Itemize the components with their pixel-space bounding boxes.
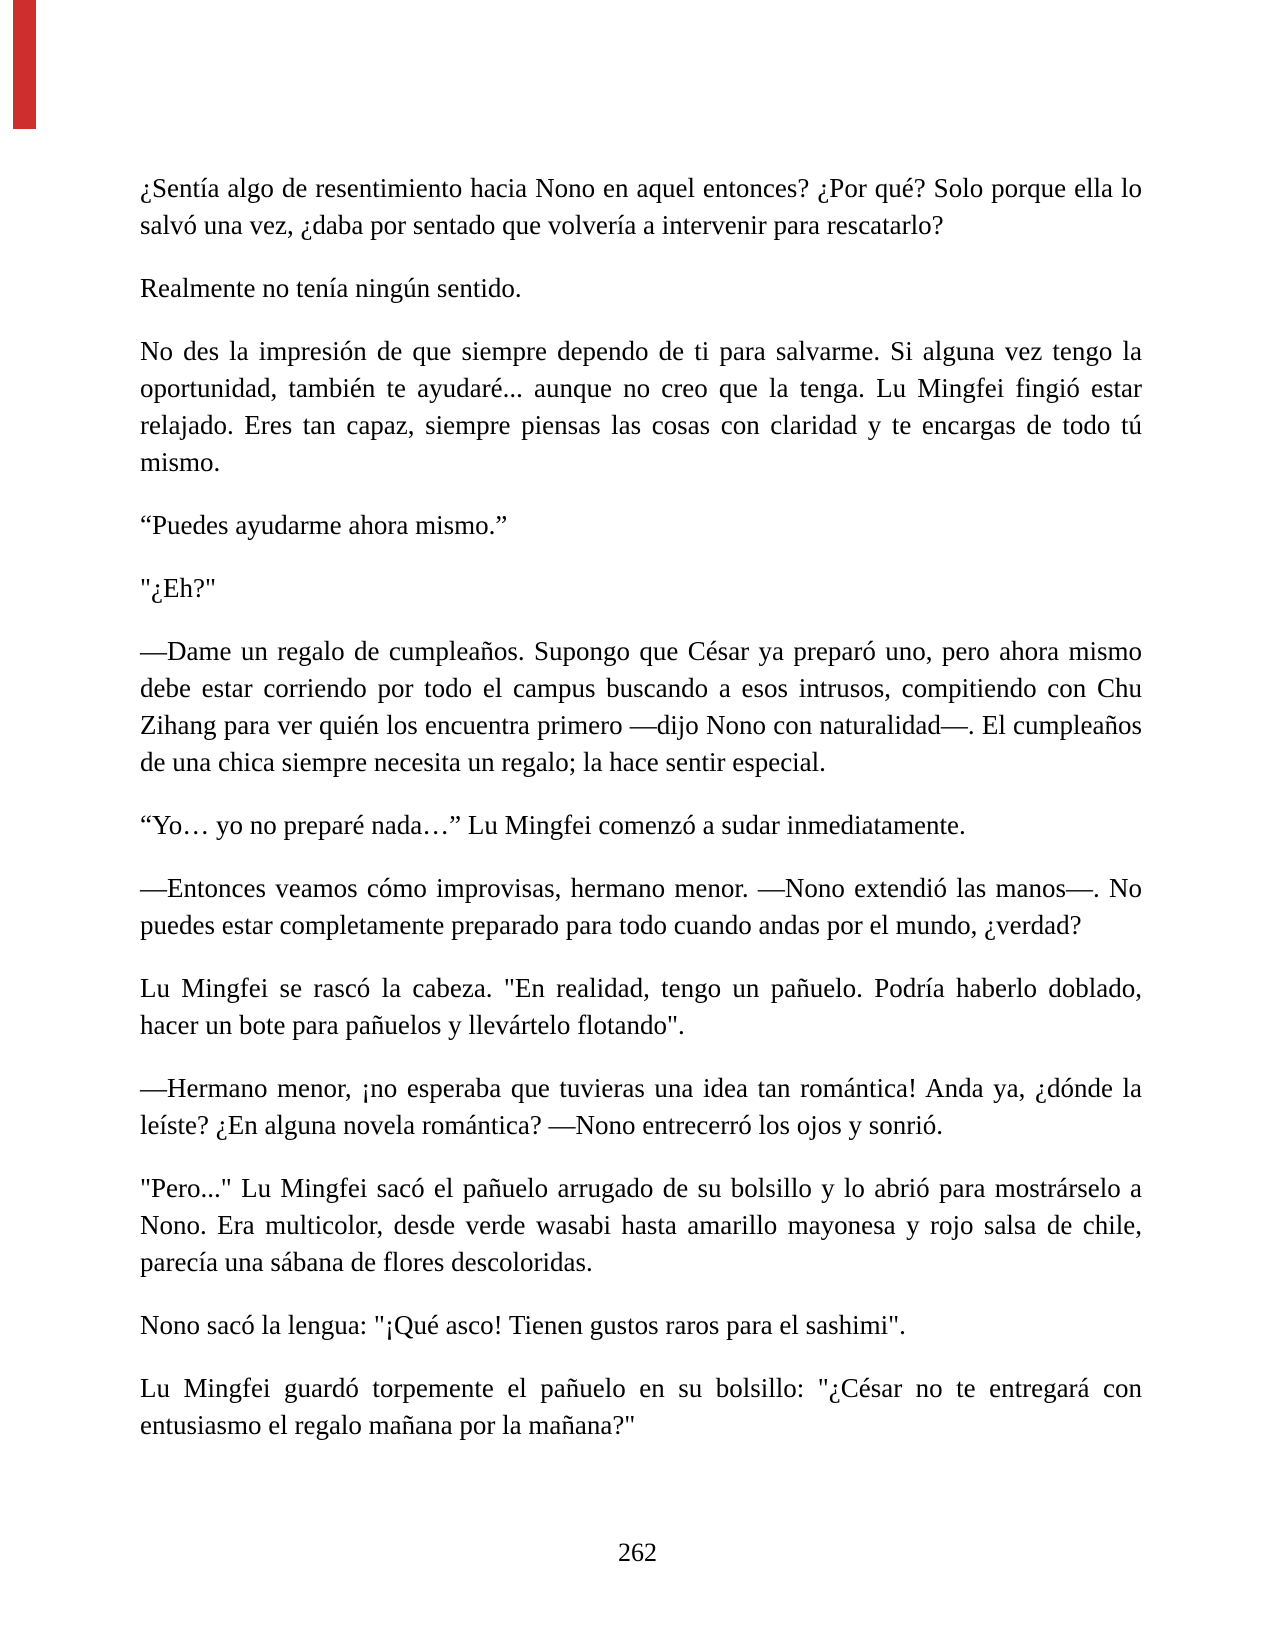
- paragraph: —Hermano menor, ¡no esperaba que tuvieras una idea tan romántica! Anda ya, ¿dónde la leíste? ¿En alguna novela romántica? —Nono entrecerró los ojos y sonrió.: [140, 1073, 1142, 1140]
- page-text-block: [140, 170, 1142, 1470]
- paragraph: —Dame un regalo de cumpleaños. Supongo que César ya preparó uno, pero ahora mismo debe estar corriendo por todo el campus buscando a esos intrusos, compitiendo con Chu Zihang para ver quién los encuentra primero —dijo Nono con naturalidad—. El cumpleaños de una chica siempre necesita un regalo; la hace sentir especial.: [140, 636, 1142, 777]
- bookmark-ribbon-icon: [13, 0, 36, 129]
- paragraph: ¿Sentía algo de resentimiento hacia Nono en aquel entonces? ¿Por qué? Solo porque ella lo salvó una vez, ¿daba por sentado que volvería a intervenir para rescatarlo?: [140, 173, 1142, 240]
- paragraph: "Pero..." Lu Mingfei sacó el pañuelo arrugado de su bolsillo y lo abrió para mostrárselo a Nono. Era multicolor, desde verde wasabi hasta amarillo mayonesa y rojo salsa de chile, parecía una sábana de flores descoloridas.: [140, 1173, 1142, 1277]
- paragraph: —Entonces veamos cómo improvisas, hermano menor. —Nono extendió las manos—. No puedes estar completamente preparado para todo cuando andas por el mundo, ¿verdad?: [140, 873, 1142, 940]
- paragraph: “Yo… yo no preparé nada…” Lu Mingfei comenzó a sudar inmediatamente.: [140, 810, 966, 840]
- page-number: 262: [618, 1538, 657, 1567]
- paragraph: "¿Eh?": [140, 573, 217, 603]
- paragraph: No des la impresión de que siempre dependo de ti para salvarme. Si alguna vez tengo la oportunidad, también te ayudaré... aunque no creo que la tenga. Lu Mingfei fingió estar relajado. Eres tan capaz, siempre piensas las cosas con claridad y te encargas de todo tú mismo.: [140, 336, 1142, 477]
- paragraph: Lu Mingfei guardó torpemente el pañuelo en su bolsillo: "¿César no te entregará con entusiasmo el regalo mañana por la mañana?": [140, 1373, 1142, 1440]
- paragraph: “Puedes ayudarme ahora mismo.”: [140, 510, 508, 540]
- paragraph: Nono sacó la lengua: "¡Qué asco! Tienen gustos raros para el sashimi".: [140, 1310, 906, 1340]
- paragraph: Realmente no tenía ningún sentido.: [140, 273, 522, 303]
- paragraph: Lu Mingfei se rascó la cabeza. "En realidad, tengo un pañuelo. Podría haberlo doblado, hacer un bote para pañuelos y llevártelo flotando".: [140, 973, 1142, 1040]
